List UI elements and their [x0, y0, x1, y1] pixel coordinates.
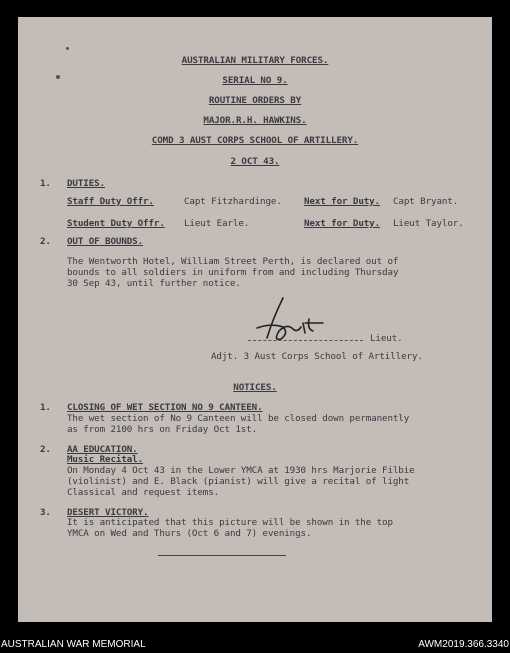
notice-1-line-1: The wet section of No 9 Canteen will be closed down permanently — [67, 413, 410, 424]
student-next-name: Lieut Taylor. — [393, 218, 464, 229]
student-duty-name: Lieut Earle. — [184, 218, 250, 229]
notices-title: NOTICES. — [233, 382, 277, 393]
header-line-3: ROUTINE ORDERS BY — [208, 95, 302, 106]
header-line-6: 2 OCT 43. — [230, 156, 280, 167]
notice-2-line-1: On Monday 4 Oct 43 in the Lower YMCA at 1930 hrs Marjorie Filbie — [67, 465, 415, 476]
punch-mark — [66, 47, 69, 50]
document-page — [18, 17, 492, 622]
end-rule — [158, 555, 286, 556]
notice-3-number: 3. — [40, 507, 51, 518]
staff-next-name: Capt Bryant. — [393, 196, 459, 207]
notice-3-line-2: YMCA on Wed and Thurs (Oct 6 and 7) evenings. — [67, 528, 312, 539]
section-2-number: 2. — [40, 236, 51, 247]
section-2-line-1: The Wentworth Hotel, William Street Perth, is declared out of — [67, 256, 399, 267]
header-line-5: COMD 3 AUST CORPS SCHOOL OF ARTILLERY. — [151, 135, 359, 146]
signature-line — [248, 340, 363, 341]
notice-2-line-2: (violinist) and E. Black (pianist) will give a recital of light — [67, 476, 410, 487]
student-next-label: Next for Duty. — [304, 218, 381, 229]
signature-rank: Lieut. — [370, 333, 403, 344]
header-line-1: AUSTRALIAN MILITARY FORCES. — [181, 55, 329, 66]
staff-duty-name: Capt Fitzhardinge. — [184, 196, 282, 207]
notice-3-title: DESERT VICTORY. — [67, 507, 149, 518]
staff-duty-label: Staff Duty Offr. — [67, 196, 154, 207]
header-line-4: MAJOR.R.H. HAWKINS. — [203, 115, 307, 126]
section-2-title: OUT OF BOUNDS. — [67, 236, 144, 247]
notice-1-title: CLOSING OF WET SECTION NO 9 CANTEEN. — [67, 402, 263, 413]
notice-2-number: 2. — [40, 444, 51, 455]
section-1-number: 1. — [40, 178, 51, 189]
student-duty-label: Student Duty Offr. — [67, 218, 165, 229]
notice-2-line-3: Classical and request items. — [67, 487, 220, 498]
footer-accession-number: AWM2019.366.3340 — [418, 639, 509, 650]
notice-2-title: AA EDUCATION. — [67, 444, 138, 455]
section-1-title: DUTIES. — [67, 178, 106, 189]
header-line-2: SERIAL NO 9. — [222, 75, 288, 86]
notice-1-line-2: as from 2100 hrs on Friday Oct 1st. — [67, 424, 258, 435]
section-2-line-3: 30 Sep 43, until further notice. — [67, 278, 241, 289]
staff-next-label: Next for Duty. — [304, 196, 381, 207]
section-2-line-2: bounds to all soldiers in uniform from and including Thursday — [67, 267, 399, 278]
notice-2-subtitle: Music Recital. — [67, 454, 144, 465]
footer-source: AUSTRALIAN WAR MEMORIAL — [1, 639, 146, 650]
notice-1-number: 1. — [40, 402, 51, 413]
signature-title: Adjt. 3 Aust Corps School of Artillery. — [211, 351, 423, 362]
notice-3-line-1: It is anticipated that this picture will be shown in the top — [67, 517, 393, 528]
